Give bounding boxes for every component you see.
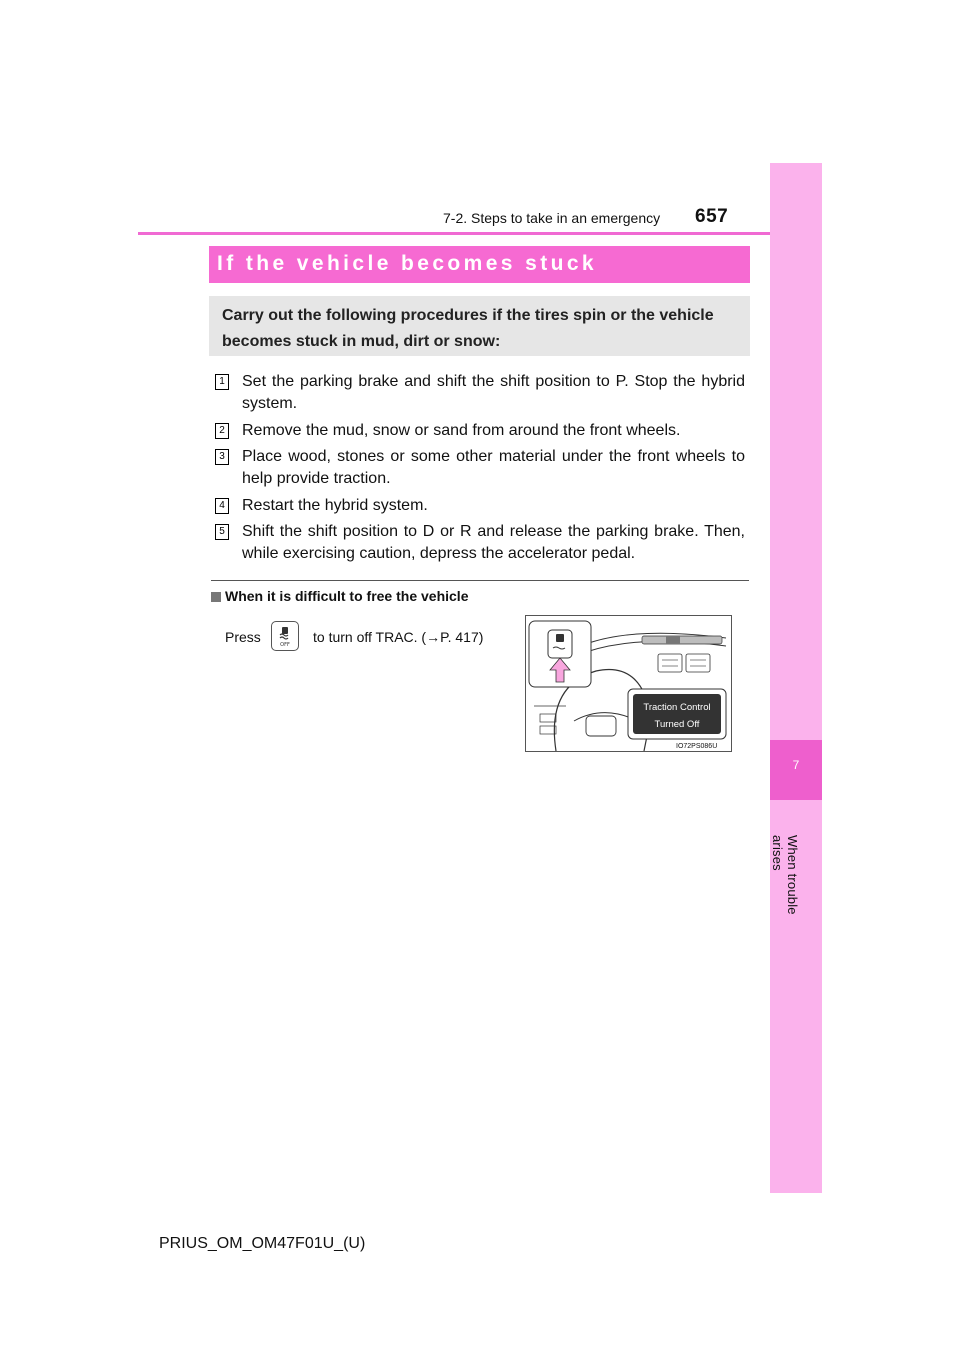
chapter-number: 7	[792, 758, 800, 772]
square-bullet-icon	[211, 592, 221, 602]
trac-off-glyph	[272, 622, 298, 650]
page-number: 657	[695, 206, 729, 227]
step-5-text: Shift the shift position to D or R and release the parking brake. Then, while exercising caution, depress the accelerator pedal.	[242, 523, 745, 562]
step-1-text: Set the parking brake and shift the shift position to P. Stop the hybrid system.	[242, 373, 745, 412]
display-message-line1: Traction Control	[643, 702, 711, 713]
step-5-badge: 5	[215, 524, 229, 540]
step-4-text: Restart the hybrid system.	[242, 497, 428, 514]
document-code: PRIUS_OM_OM47F01U_(U)	[159, 1235, 366, 1252]
trac-off-glyph-text: OFF	[280, 642, 290, 648]
chapter-side-tab	[770, 163, 822, 1193]
note-heading-text: When it is difficult to free the vehicle	[225, 588, 469, 604]
trac-off-illustration	[525, 615, 732, 752]
press-suffix: to turn off TRAC. (→P. 417)	[313, 629, 484, 645]
step-1-badge: 1	[215, 374, 229, 390]
dashboard-drawing	[526, 616, 731, 751]
section-reference: 7-2. Steps to take in an emergency	[443, 210, 661, 226]
step-4-badge: 4	[215, 498, 229, 514]
header-rule	[138, 232, 822, 235]
press-label: Press	[225, 629, 261, 645]
step-3-text: Place wood, stones or some other material under the front wheels to help provide traction.	[242, 448, 745, 487]
section-divider	[211, 580, 749, 581]
step-2-text: Remove the mud, snow or sand from around the front wheels.	[242, 422, 681, 439]
image-code: IO72PS086U	[676, 743, 718, 750]
step-3-badge: 3	[215, 449, 229, 465]
step-2-badge: 2	[215, 423, 229, 439]
chapter-title: When trouble arises	[770, 835, 800, 915]
intro-text: Carry out the following procedures if the tires spin or the vehicle becomes stuck in mud, dirt or snow:	[222, 307, 714, 350]
display-message-line2: Turned Off	[654, 719, 700, 730]
trac-off-button-icon	[271, 621, 299, 651]
note-heading	[211, 588, 468, 604]
section-title: If the vehicle becomes stuck	[217, 252, 597, 275]
